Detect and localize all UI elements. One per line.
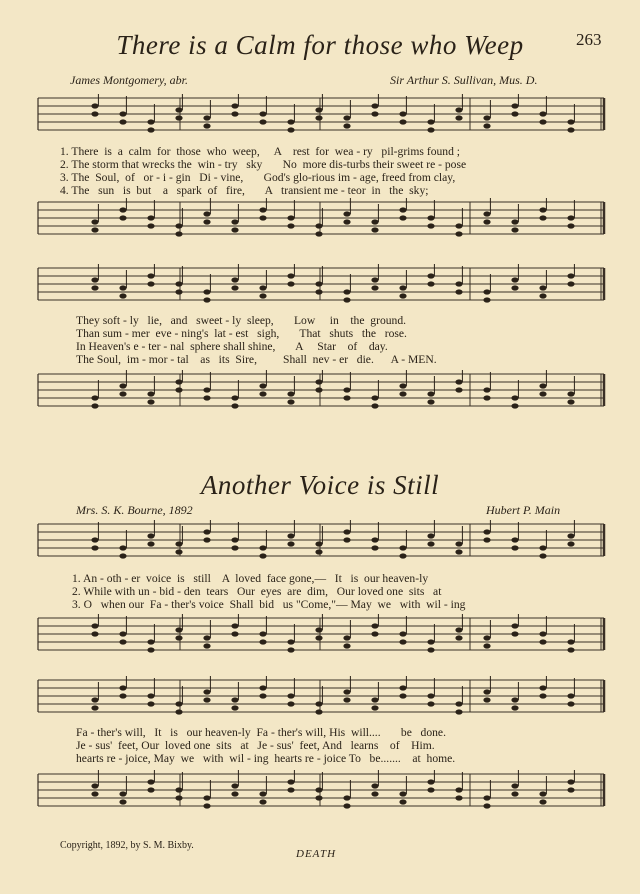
hymn2-system1-verse-line-2: 2. While with un - bid - den tears Our eyes are dim, Our loved one sits at xyxy=(72,585,442,599)
hymn1-system2-verse-line-3: In Heaven's e - ter - nal sphere shall shine, A Star of day. xyxy=(76,340,388,354)
hymn1-system2-verse-line-2: Than sum - mer eve - ning's lat - est sigh, That shuts the rose. xyxy=(76,327,407,341)
hymn1-system2-verses xyxy=(76,314,437,366)
hymn1-system2-verse-line-1: They soft - ly lie, and sweet - ly sleep, Low in the ground. xyxy=(76,314,407,327)
hymn2-system2-verse-line-2: Je - sus' feet, Our loved one sits at Je - sus' feet, And learns of Him. xyxy=(76,739,435,753)
hymn1-author: James Montgomery, abr. xyxy=(70,73,188,87)
hymn1-system1-verse-line-4: 4. The sun is but a spark of fire, A transient me - teor in the sky; xyxy=(60,184,429,198)
hymn2-system1-bass-staff xyxy=(0,614,640,664)
hymn2-system1-verses xyxy=(72,572,465,611)
page-number: 263 xyxy=(576,30,602,49)
hymn1-system1-verse-line-2: 2. The storm that wrecks the win - try sky No more dis-turbs their sweet re - pose xyxy=(60,158,467,172)
hymn2-system2-treble-staff xyxy=(0,676,640,726)
hymn2-system2-bass-staff xyxy=(0,770,640,820)
hymn1-system1-bass-staff xyxy=(0,198,640,248)
hymn1-composer: Sir Arthur S. Sullivan, Mus. D. xyxy=(390,73,538,87)
footer-word: DEATH xyxy=(296,848,337,860)
hymn2-system1-verse-line-3: 3. O when our Fa - ther's voice Shall bid us "Come,"— May we with wil - ing xyxy=(72,598,466,612)
hymn2-title: Another Voice is Still xyxy=(200,470,440,500)
hymn1-system1-verse-line-1: 1. There is a calm for those who weep, A rest for wea - ry pil-grims found ; xyxy=(60,145,461,158)
hymn2-system1-verse-line-1: 1. An - oth - er voice is still A loved face gone,— It is our heaven-ly xyxy=(72,572,429,585)
hymn2-system2-verses xyxy=(76,726,455,765)
hymn2-system2-verse-line-3: hearts re - joice, May we with wil - ing hearts re - joice To be....... at home. xyxy=(76,752,456,766)
hymn2-system1-treble-staff xyxy=(0,520,640,570)
hymn2-author: Mrs. S. K. Bourne, 1892 xyxy=(76,503,193,517)
hymn2-composer: Hubert P. Main xyxy=(486,503,561,517)
hymn1-title: There is a Calm for those who Weep xyxy=(116,30,524,60)
copyright-note: Copyright, 1892, by S. M. Bixby. xyxy=(60,840,194,851)
hymn1-system1-verses xyxy=(60,145,466,197)
hymn2-system2-verse-line-1: Fa - ther's will, It is our heaven-ly Fa - ther's will, His will.... be done. xyxy=(76,726,446,739)
hymn1-system1-treble-staff xyxy=(0,94,640,144)
hymn1-system2-bass-staff xyxy=(0,370,640,420)
hymn1-system1-verse-line-3: 3. The Soul, of or - i - gin Di - vine, God's glo-rious im - age, freed from clay, xyxy=(60,171,456,185)
hymn1-system2-treble-staff xyxy=(0,264,640,314)
hymn1-system2-verse-line-4: The Soul, im - mor - tal as its Sire, Shall nev - er die. A - MEN. xyxy=(76,353,437,367)
